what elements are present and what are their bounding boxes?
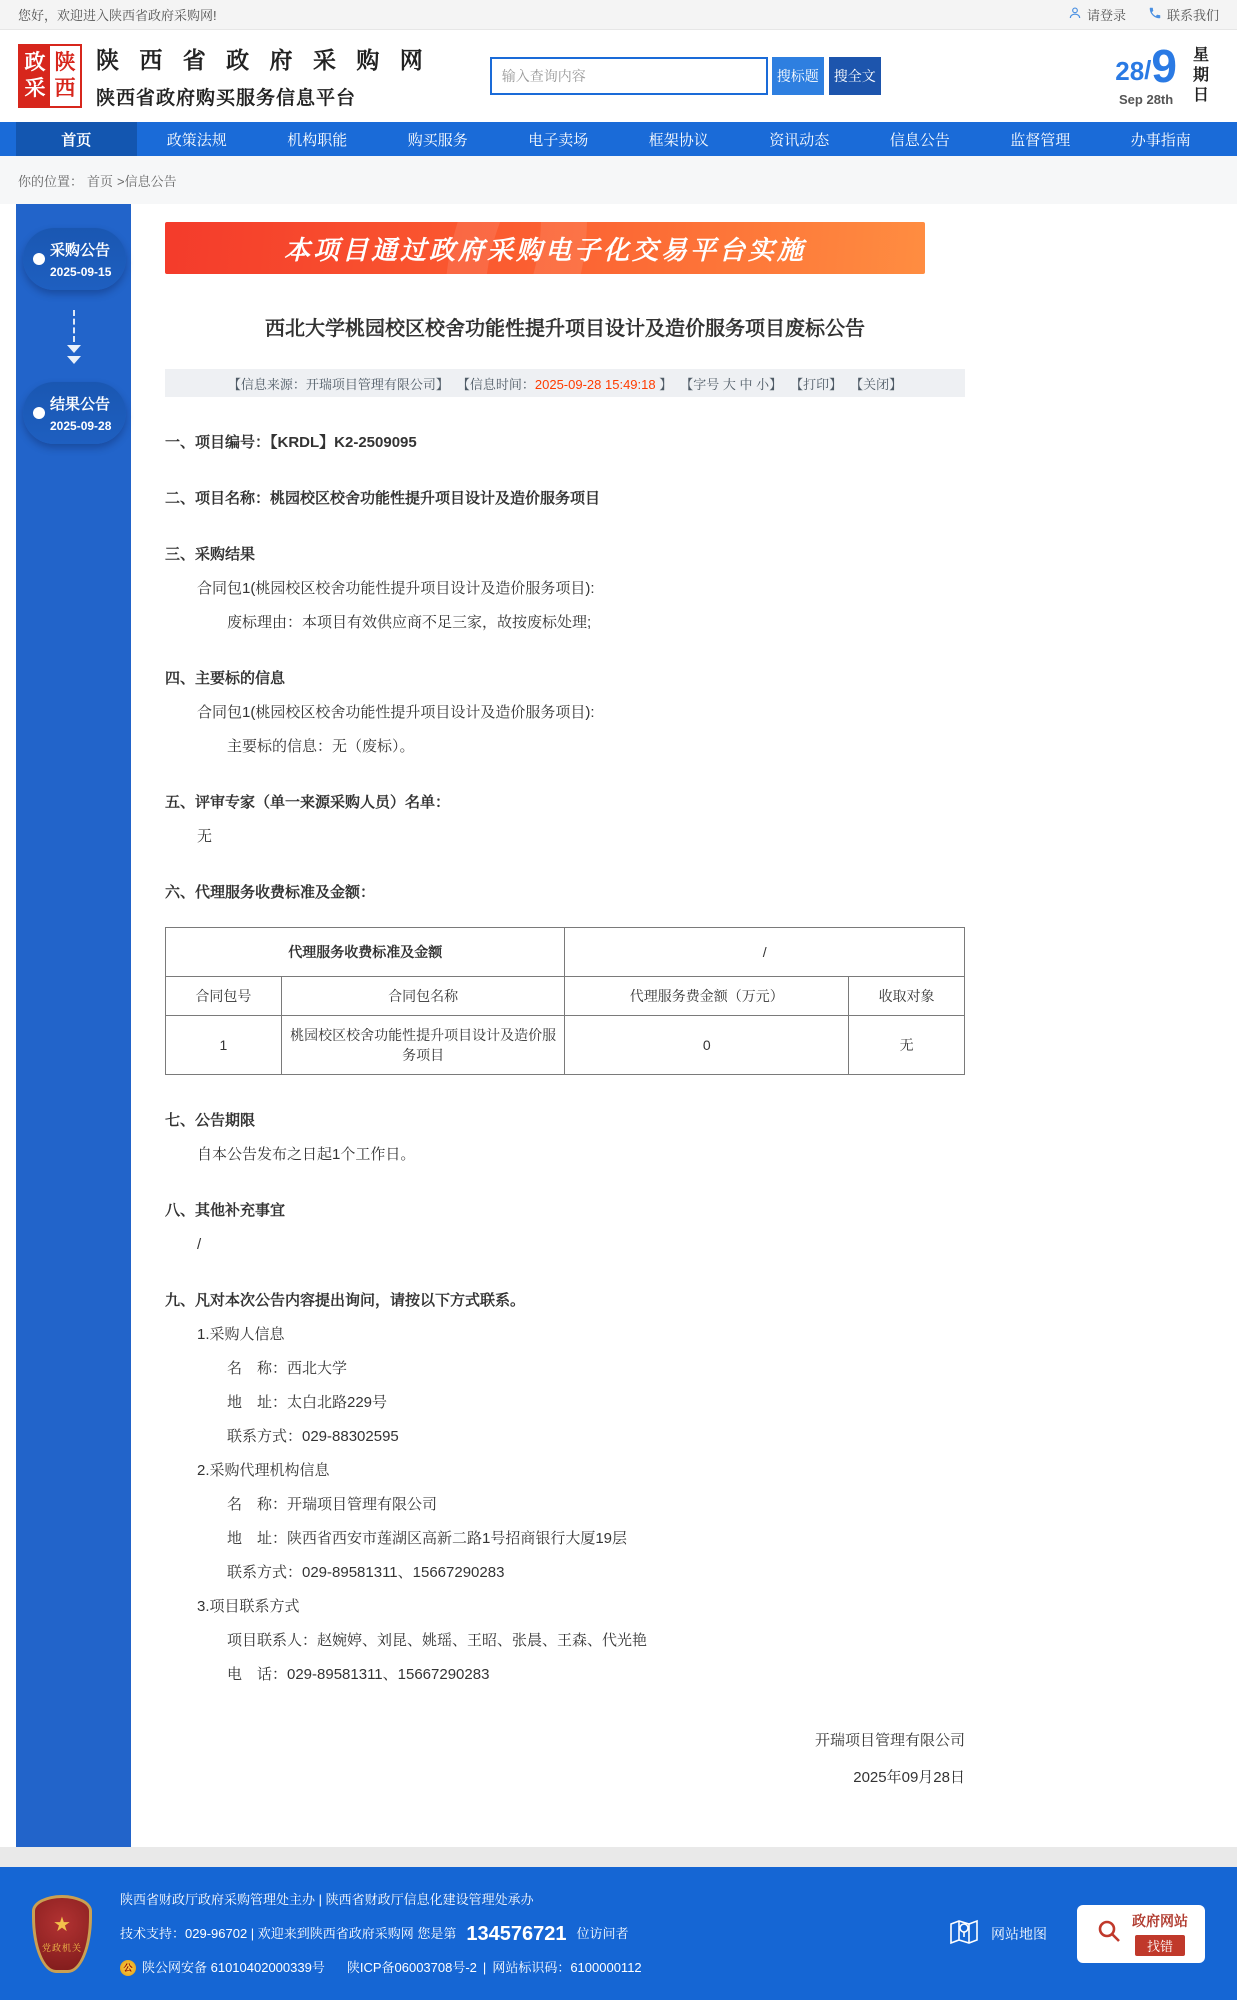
party-government-emblem[interactable]: ★ 党政机关: [32, 1895, 92, 1973]
paragraph: 3.项目联系方式: [197, 1598, 300, 1615]
paragraph: 合同包1(桃园校区校舍功能性提升项目设计及造价服务项目):: [197, 704, 595, 721]
footer-registration-line: 公 陕公网安备 61010402000339号 陕ICP备06003708号-2 | 网站标识码：6100000112: [120, 1951, 642, 1985]
login-link[interactable]: 请登录: [1068, 5, 1126, 24]
magnifier-icon: [1094, 1916, 1124, 1951]
error-report-badge[interactable]: 政府网站 找错: [1077, 1905, 1205, 1963]
date-day: 28: [1115, 55, 1145, 86]
site-subtitle: 陕西省政府购买服务信息平台: [96, 88, 357, 109]
icp-registration[interactable]: 陕ICP备06003708号-2: [346, 1959, 477, 1975]
section-heading-experts: 五、评审专家（单一来源采购人员）名单：: [165, 794, 451, 811]
visitor-count: 134576721: [466, 1922, 567, 1945]
nav-item-news[interactable]: 资讯动态: [769, 131, 830, 149]
sidebar-item-purchase-announcement[interactable]: 采购公告 2025-09-15: [23, 228, 126, 290]
breadcrumb-current[interactable]: >信息公告: [117, 173, 177, 189]
user-icon: [1068, 6, 1082, 23]
table-cell: 1: [166, 1016, 282, 1075]
column-header: 合同包号: [166, 977, 282, 1016]
search-bar: [490, 57, 881, 95]
column-header: 收取对象: [849, 977, 965, 1016]
column-header: 代理服务费金额（万元）: [565, 977, 849, 1016]
paragraph: 自本公告发布之日起1个工作日。: [197, 1146, 416, 1163]
section-heading-main-subject-info: 四、主要标的信息: [165, 670, 286, 687]
nav-item-announcements[interactable]: 信息公告: [889, 131, 950, 149]
signature-company: 开瑞项目管理有限公司: [814, 1732, 965, 1749]
site-header: [0, 30, 1237, 122]
nav-item-organization[interactable]: 机构职能: [287, 131, 348, 149]
section-heading-contact: 九、凡对本次公告内容提出询问，请按以下方式联系。: [165, 1292, 526, 1309]
article-meta-bar: [165, 369, 965, 397]
chevron-down-icon: [16, 310, 131, 364]
nav-item-supervision[interactable]: 监督管理: [1010, 131, 1071, 149]
date-month: 9: [1151, 39, 1177, 92]
weekday-label: 星 期 日: [1192, 47, 1209, 104]
table-merged-value: /: [565, 928, 965, 977]
bullet-dot: [33, 253, 45, 265]
section-heading-project-number: 一、项目编号：【KRDL】K2-2509095: [165, 434, 417, 451]
print-button[interactable]: 【打印】: [790, 376, 843, 392]
info-time: 【信息时间：2025-09-28 15:49:18 】: [456, 376, 673, 392]
breadcrumb-prefix: 你的位置：: [18, 173, 84, 189]
info-source: 【信息来源：开瑞项目管理有限公司】: [227, 376, 449, 392]
nav-item-guide[interactable]: 办事指南: [1130, 131, 1191, 149]
table-cell: 0: [565, 1016, 849, 1075]
star-icon: ★: [53, 1913, 71, 1936]
date-widget: 28 / 9 Sep 28th 星 期 日: [1115, 39, 1209, 107]
font-size-controls[interactable]: 【字号 大 中 小】: [680, 376, 783, 392]
site-title: 陕 西 省 政 府 采 购 网: [96, 47, 430, 73]
site-code: 网站标识码：6100000112: [492, 1959, 642, 1975]
page-title: 西北大学桃园校区校舍功能性提升项目设计及造价服务项目废标公告: [265, 318, 865, 340]
paragraph: 无: [197, 828, 213, 845]
paragraph: 地 址：陕西省西安市莲湖区高新二路1号招商银行大厦19层: [227, 1530, 628, 1547]
welcome-text: 您好，欢迎进入陕西省政府采购网!: [18, 8, 217, 23]
divider: [0, 1847, 1237, 1867]
table-cell: 无: [849, 1016, 965, 1075]
close-button[interactable]: 【关闭】: [850, 376, 903, 392]
footer-visitor-line: 技术支持：029-96702 | 欢迎来到陕西省政府采购网 您是第 134576721 位访问者: [120, 1917, 642, 1951]
footer-sponsor-line: 陕西省财政厅政府采购管理处主办 | 陕西省财政厅信息化建设管理处承办: [120, 1891, 534, 1907]
paragraph: 主要标的信息：无（废标）。: [227, 738, 415, 755]
paragraph: 电 话：029-89581311、15667290283: [227, 1666, 490, 1683]
contact-us-link[interactable]: 联系我们: [1148, 5, 1219, 24]
nav-item-home[interactable]: 首页: [16, 122, 137, 156]
breadcrumb: [0, 156, 1237, 204]
paragraph: 1.采购人信息: [197, 1326, 285, 1343]
section-heading-agency-fee: 六、代理服务收费标准及金额：: [165, 884, 376, 901]
table-row: [166, 1016, 965, 1075]
section-heading-announcement-period: 七、公告期限: [165, 1112, 256, 1129]
sitemap-link[interactable]: 网站地图: [947, 1915, 1047, 1952]
nav-item-purchase-service[interactable]: 购买服务: [407, 131, 468, 149]
nav-item-policy[interactable]: 政策法规: [166, 131, 227, 149]
paragraph: 2.采购代理机构信息: [197, 1462, 330, 1479]
site-footer: [0, 1867, 1237, 2000]
date-english: Sep 28th: [1119, 91, 1174, 107]
e-trading-platform-banner: 本项目通过政府采购电子化交易平台实施: [165, 222, 925, 274]
signature-date: 2025年09月28日: [853, 1769, 965, 1786]
paragraph: /: [197, 1236, 202, 1253]
public-security-registration[interactable]: 陕公网安备 61010402000339号: [142, 1959, 325, 1975]
section-heading-procurement-result: 三、采购结果: [165, 546, 256, 563]
search-fulltext-button[interactable]: 搜全文: [829, 57, 881, 95]
search-input[interactable]: [490, 57, 768, 95]
breadcrumb-home[interactable]: 首页: [87, 173, 114, 189]
paragraph: 名 称：西北大学: [227, 1360, 348, 1377]
utility-bar: [0, 0, 1237, 30]
agency-fee-table: [165, 927, 965, 1075]
column-header: 合同包名称: [281, 977, 565, 1016]
section-heading-project-name: 二、项目名称：桃园校区校舍功能性提升项目设计及造价服务项目: [165, 490, 601, 507]
section-heading-other-matters: 八、其他补充事宜: [165, 1202, 286, 1219]
map-icon: [947, 1915, 981, 1952]
bullet-dot: [33, 407, 45, 419]
paragraph: 合同包1(桃园校区校舍功能性提升项目设计及造价服务项目):: [197, 580, 595, 597]
nav-item-framework-agreement[interactable]: 框架协议: [648, 131, 709, 149]
paragraph: 地 址：太白北路229号: [227, 1394, 388, 1411]
nav-item-e-mall[interactable]: 电子卖场: [528, 131, 589, 149]
main-nav: [0, 122, 1237, 156]
table-merged-header: 代理服务收费标准及金额: [166, 928, 565, 977]
signature-block: [165, 1729, 965, 1787]
paragraph: 废标理由：本项目有效供应商不足三家，故按废标处理;: [227, 614, 592, 631]
search-title-button[interactable]: 搜标题: [772, 57, 824, 95]
table-cell: 桃园校区校舍功能性提升项目设计及造价服务项目: [281, 1016, 565, 1075]
phone-icon: [1148, 6, 1162, 23]
paragraph: 联系方式：029-89581311、15667290283: [227, 1564, 505, 1581]
announcement-timeline: [16, 204, 131, 1847]
content-area: [0, 204, 1237, 1847]
announcement-article: [165, 204, 965, 1847]
sidebar-item-result-announcement[interactable]: 结果公告 2025-09-28: [23, 382, 126, 444]
paragraph: 名 称：开瑞项目管理有限公司: [227, 1496, 438, 1513]
paragraph: 联系方式：029-88302595: [227, 1428, 399, 1445]
police-badge-icon: 公: [120, 1960, 136, 1976]
paragraph: 项目联系人：赵婉婷、刘昆、姚瑶、王昭、张晨、王森、代光艳: [227, 1632, 648, 1649]
site-logo[interactable]: 政 采 陕 西: [18, 44, 82, 108]
